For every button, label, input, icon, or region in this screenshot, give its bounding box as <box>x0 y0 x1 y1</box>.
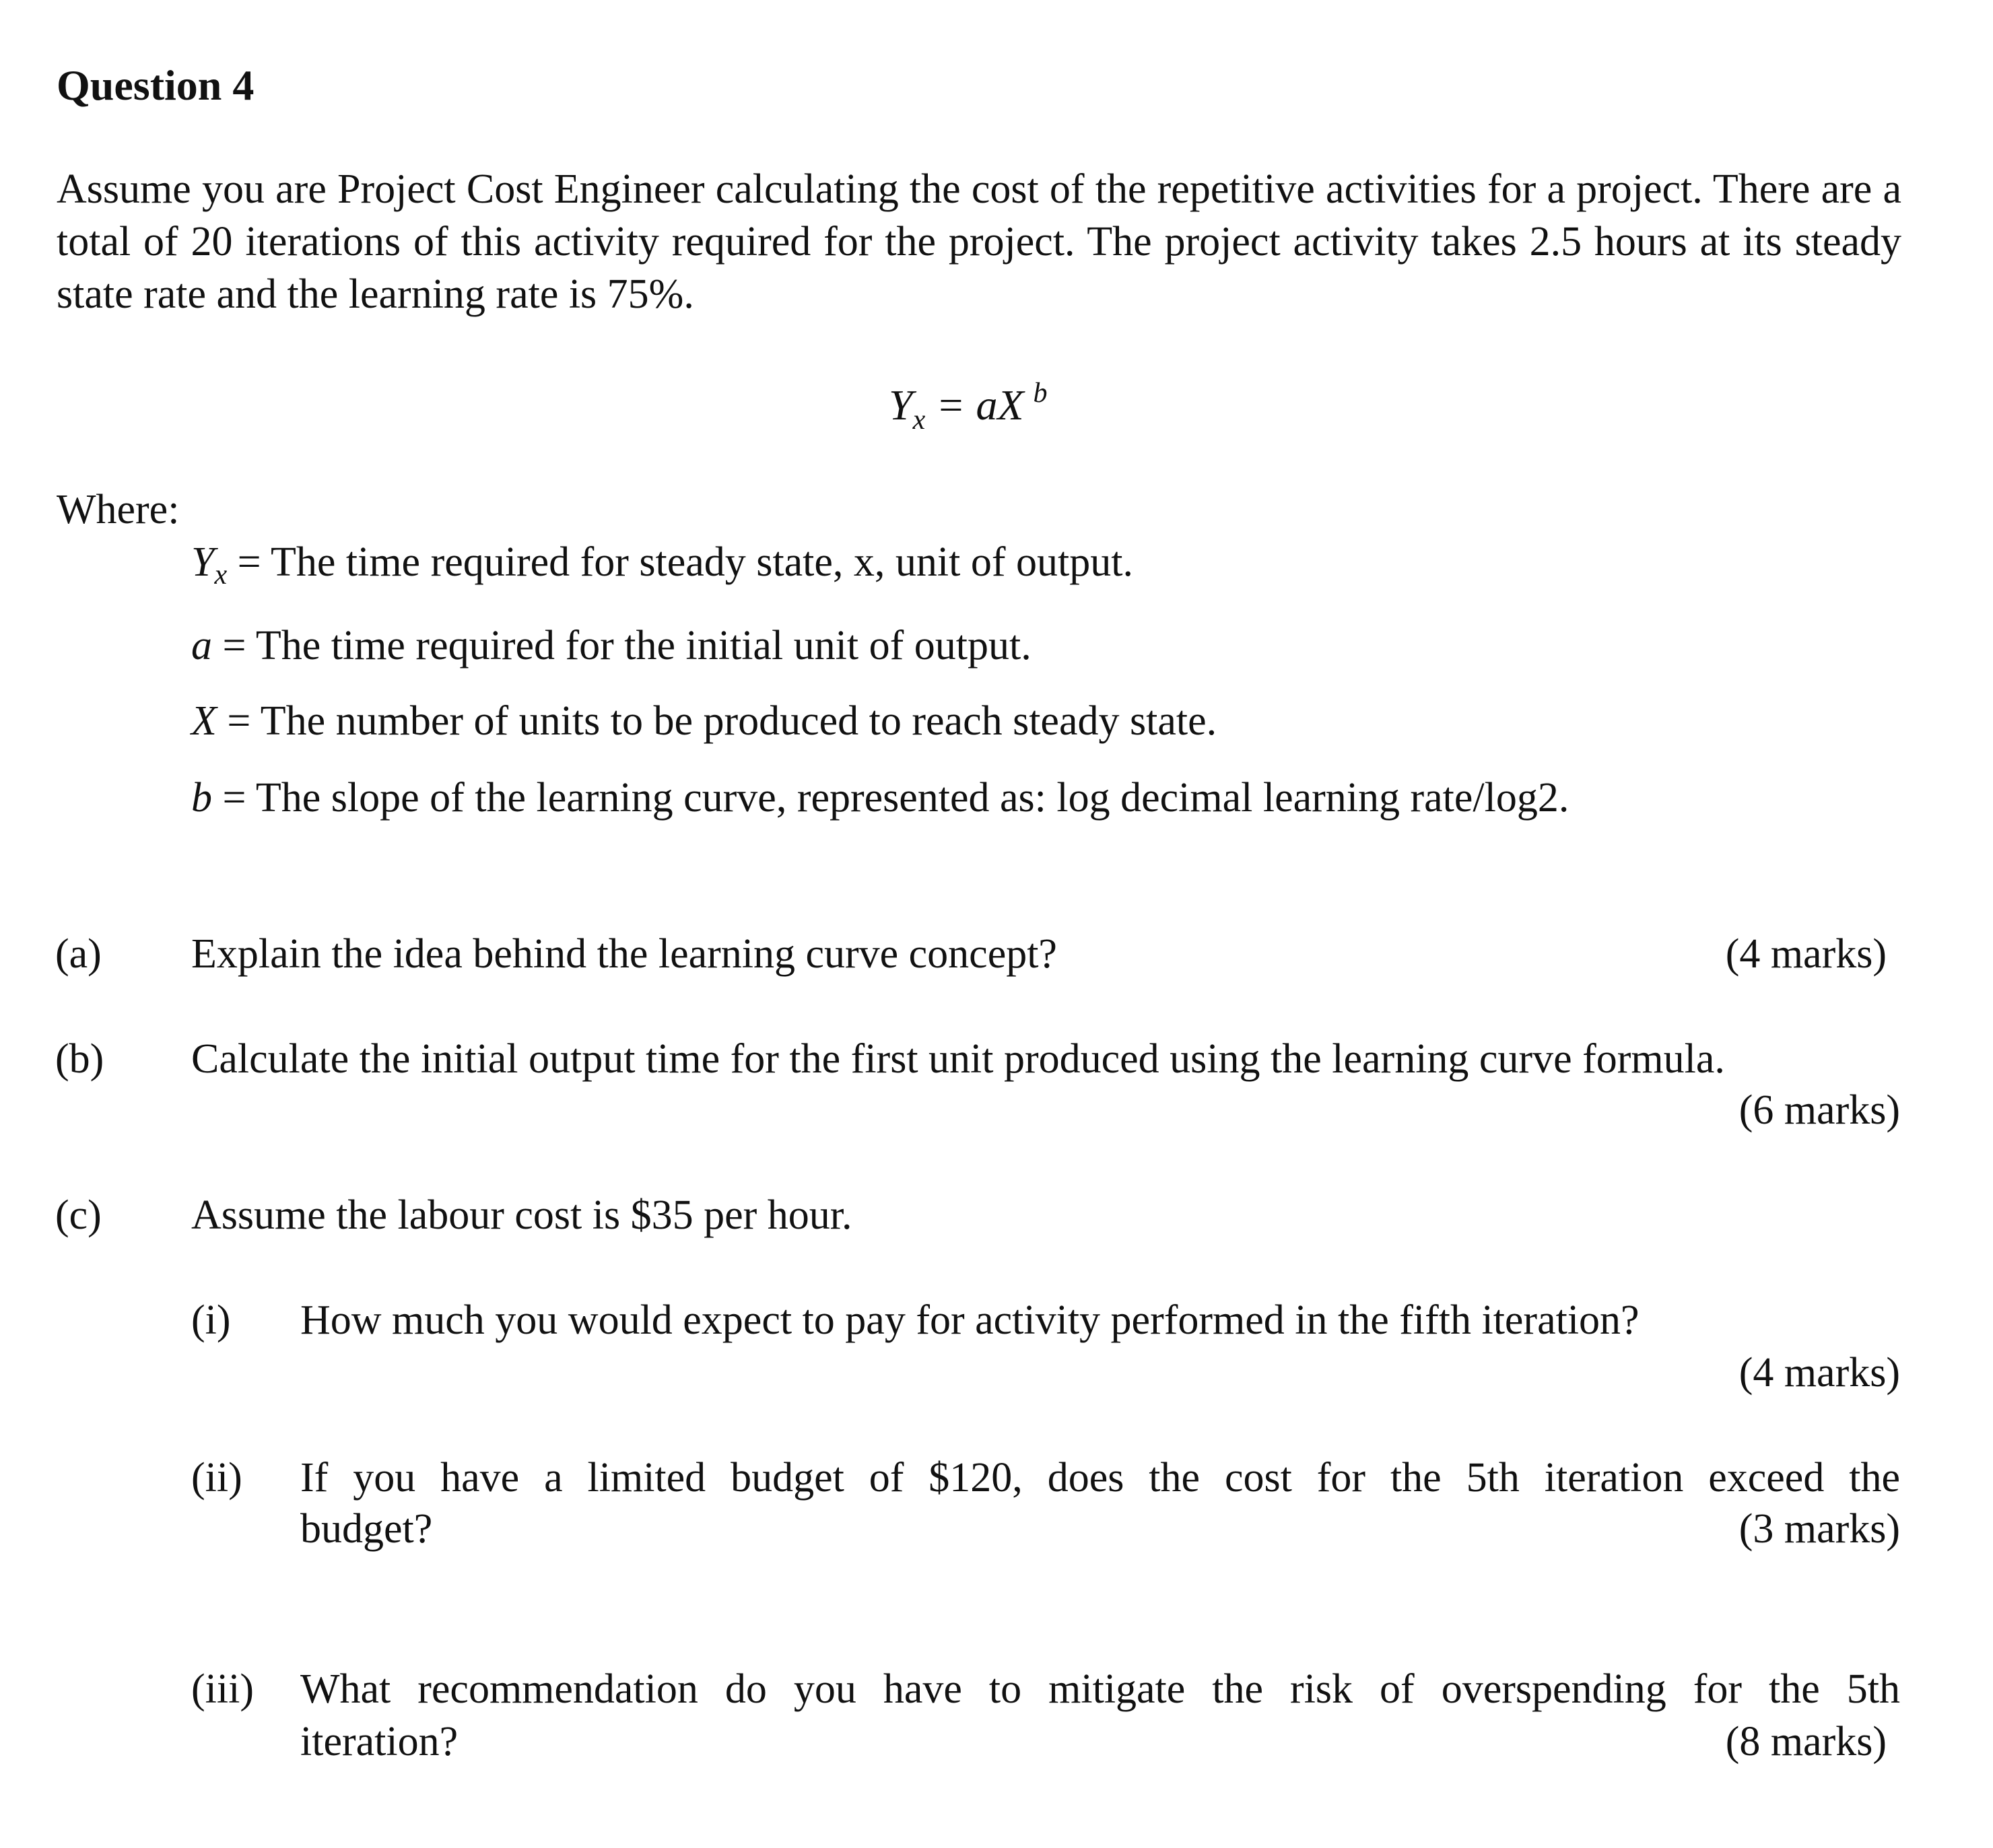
definition-yx <box>191 539 1133 591</box>
question-b-label: (b) <box>55 1036 104 1082</box>
definition-text: = The time required for the initial unit of output. <box>212 623 1032 669</box>
question-c-i-marks: (4 marks) <box>1738 1350 1900 1396</box>
formula-rhs: = aX <box>925 381 1024 429</box>
question-c-ii-marks: (3 marks) <box>1738 1506 1900 1552</box>
formula-exponent: b <box>1033 378 1048 409</box>
intro-paragraph: Assume you are Project Cost Engineer calculating the cost of the repetitive activities for a project. There are a total of 20 iterations of this activity required for the project. The project activity takes 2.5 hours at its steady state rate and the learning rate is 75%. <box>57 166 1901 317</box>
question-title: Question 4 <box>57 61 255 109</box>
learning-curve-formula <box>889 377 1048 436</box>
definition-b <box>191 774 1569 822</box>
question-c-label: (c) <box>55 1192 102 1238</box>
definition-symbol: b <box>191 775 212 821</box>
where-label: Where: <box>57 487 180 533</box>
question-c-iii-marks: (8 marks) <box>1725 1719 1887 1765</box>
definition-x <box>191 697 1217 745</box>
question-a-label: (a) <box>55 931 102 977</box>
question-b-text: Calculate the initial output time for the first unit produced using the learning curve formula. <box>191 1036 1725 1082</box>
question-c-ii-line1: If you have a limited budget of $120, does the cost for the 5th iteration exceed the <box>300 1455 1900 1501</box>
definition-text: = The number of units to be produced to reach steady state. <box>216 698 1217 744</box>
question-c-iii-line2: iteration? <box>300 1719 459 1765</box>
question-c-i-label: (i) <box>191 1297 231 1343</box>
question-b-marks: (6 marks) <box>1738 1087 1900 1133</box>
definition-text: = The time required for steady state, x, unit of output. <box>227 539 1133 585</box>
question-a-marks: (4 marks) <box>1725 931 1887 977</box>
definition-symbol: Y <box>191 539 215 585</box>
question-c-text: Assume the labour cost is $35 per hour. <box>191 1192 852 1238</box>
question-c-ii-label: (ii) <box>191 1455 242 1501</box>
definition-text: = The slope of the learning curve, represented as: log decimal learning rate/log2. <box>212 775 1569 821</box>
definition-symbol: a <box>191 623 212 669</box>
definition-subscript: x <box>214 559 228 590</box>
formula-y-subscript: x <box>912 405 926 436</box>
definition-a <box>191 622 1032 670</box>
question-a-text: Explain the idea behind the learning curve concept? <box>191 931 1057 977</box>
question-c-i-text: How much you would expect to pay for activity performed in the fifth iteration? <box>300 1297 1640 1343</box>
formula-y: Y <box>889 381 913 429</box>
question-c-ii-line2: budget? <box>300 1506 433 1552</box>
definition-symbol: X <box>191 698 217 744</box>
question-c-iii-line1: What recommendation do you have to mitigate the risk of overspending for the 5th <box>300 1666 1900 1712</box>
question-c-iii-label: (iii) <box>191 1666 254 1712</box>
